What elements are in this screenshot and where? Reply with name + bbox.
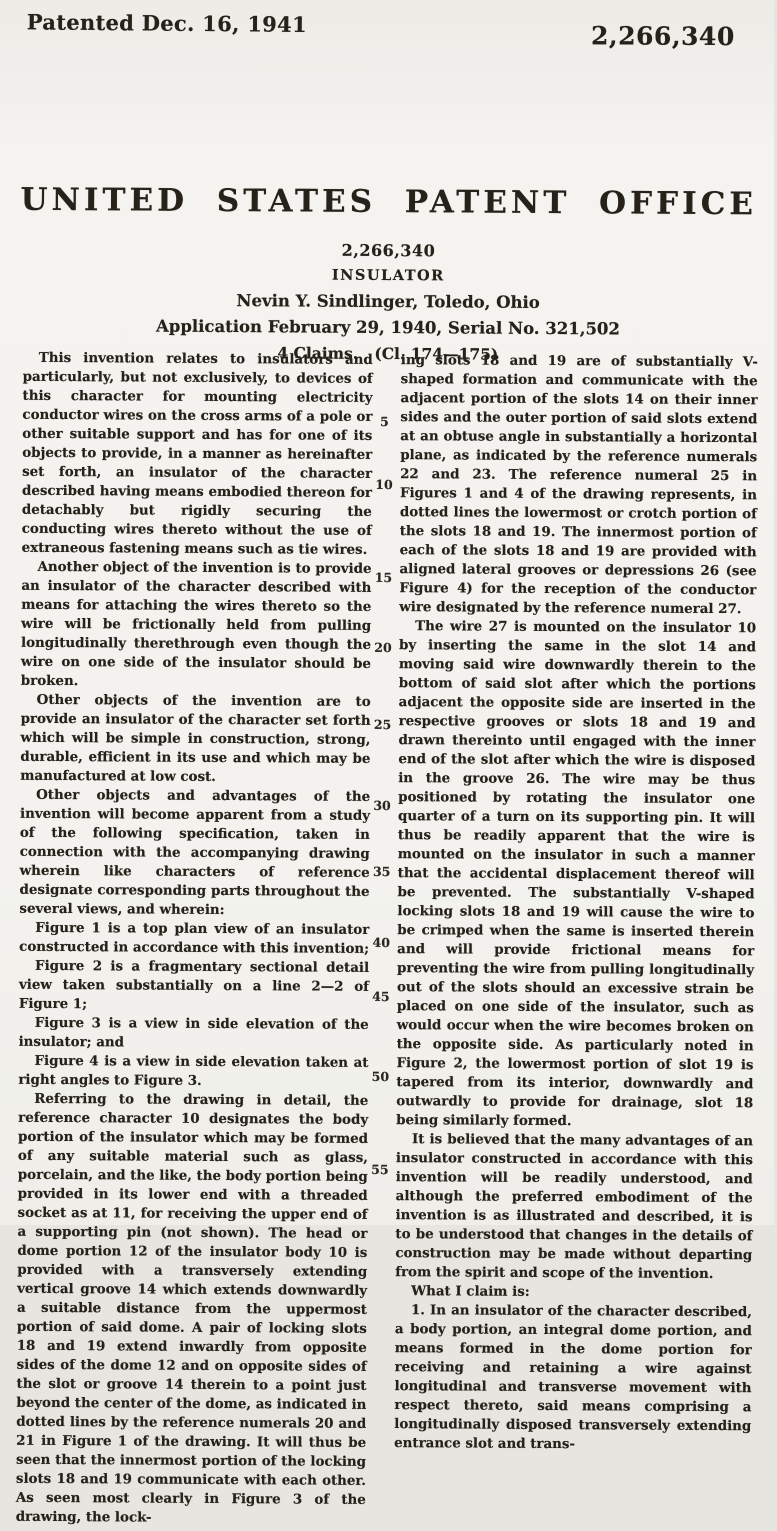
application-line: Application February 29, 1940, Serial No. 321,502 bbox=[155, 316, 620, 339]
line-number: 30 bbox=[373, 797, 391, 814]
paragraph: This invention relates to insulators and particularly, but not exclusively, to devices of this character for mounting electricity conductor wires on the cross arms of a pole or other suitable support and has for one of its objects to provide, in a manner as hereinafter set forth, an insulator of the character described having means embodied thereon for detachably but rigidly securing the conducting wires thereto without the use of extraneous fastening means such as tie wires. bbox=[21, 349, 373, 558]
paragraph: Figure 1 is a top plan view of an insulator constructed in accordance with this invention; bbox=[19, 919, 370, 957]
claims-line: 4 Claims. (Cl. 174—175) bbox=[277, 343, 499, 364]
patent-number-center: 2,266,340 bbox=[341, 240, 436, 261]
inventor-line: Nevin Y. Sindlinger, Toledo, Ohio bbox=[236, 291, 540, 312]
patented-date: Patented Dec. 16, 1941 bbox=[26, 9, 308, 37]
paragraph: Other objects of the invention are to provide an insulator of the character set forth which will be simple in construction, strong, durable, efficient in its use and which may be manufactured at low cost. bbox=[20, 691, 371, 785]
page-top-row bbox=[27, 10, 735, 51]
line-number: 25 bbox=[373, 716, 392, 733]
invention-title: INSULATOR bbox=[331, 266, 445, 285]
right-column bbox=[394, 351, 758, 1455]
paragraph: Referring to the drawing in detail, the reference character 10 designates the body portion of the insulator which may be formed of any suitable material such as glass, porcelain, and the like, the body portion being provided in its lower end with a threaded socket as at 11, for receiving the upper end of a supporting pin (not shown). The head or dome portion 12 of the insulator body 10 is provided with a transversely extending vertical groove 14 which extends downwardly a suitable distance from the uppermost portion of said dome. A pair of locking slots 18 and 19 extend inwardly from opposite sides of the dome 12 and on opposite sides of the slot or groove 14 therein to a point just beyond the center of the dome, as indicated in dotted lines by the reference numerals 20 and 21 in Figure 1 of the drawing. It will thus be seen that the innermost portion of the locking slots 18 and 19 communicate with each other. As seen most clearly in Figure 3 of the drawing, the lock- bbox=[15, 1090, 369, 1526]
line-number: 10 bbox=[375, 476, 393, 493]
paragraph: The wire 27 is mounted on the insulator 10 by inserting the same in the slot 14 and moving said wire downwardly therein to the bottom of said slot after which the portions adjacent the opposite side are inserted in the respective grooves or slots 18 and 19 and drawn thereinto until engaged with the inner end of the slot after which the wire is disposed in the groove 26. The wire may be thus positioned by rotating the insulator one quarter of a turn on its supporting pin. It will thus be readily apparent that the wire is mounted on the insulator in such a manner that the accidental displacement thereof will be prevented. The substantially V-shaped locking slots 18 and 19 will cause the wire to be crimped when the same is inserted therein and will provide frictional means for preventing the wire from pulling longitudinally out of the slots should an excessive strain be placed on one side of the insulator, such as would occur when the wire becomes broken on the opposite side. As particularly noted in Figure 2, the lowermost portion of slot 19 is tapered from its interior, downwardly and outwardly to provide for drainage, slot 18 being similarly formed. bbox=[396, 618, 757, 1130]
line-number: 50 bbox=[371, 1068, 390, 1085]
paragraph: It is believed that the many advantages of an insulator constructed in accordance with this invention will be readily understood, and although the preferred embodiment of the invention is as illustrated and described, it is to be understood that changes in the details of construction may be made without departing from the spirit and scope of the invention. bbox=[395, 1131, 754, 1283]
line-number: 55 bbox=[371, 1161, 389, 1178]
paragraph: 1. In an insulator of the character described, a body portion, an integral dome portion, and means formed in the dome portion for receiving and retaining a wire against longitudinal and transverse movement with respect thereto, said means comprising a longitudinally disposed transversely extending entrance slot and trans- bbox=[394, 1302, 753, 1453]
line-number: 15 bbox=[374, 569, 393, 586]
paragraph: Another object of the invention is to provide an insulator of the character described with means for attaching the wires thereto so the wire will be frictionally held from pulling longitudinally therethrough even though the wire on one side of the insulator should be broken. bbox=[20, 558, 372, 690]
office-title: UNITED STATES PATENT OFFICE bbox=[20, 181, 758, 223]
line-number: 40 bbox=[372, 934, 390, 951]
paragraph: Figure 2 is a fragmentary sectional detail view taken substantially on a line 2—2 of Figure 1; bbox=[18, 957, 370, 1013]
line-number: 20 bbox=[374, 639, 392, 656]
paragraph: Figure 4 is a view in side elevation taken at right angles to Figure 3. bbox=[18, 1052, 369, 1089]
line-number: 45 bbox=[372, 988, 390, 1005]
line-number: 5 bbox=[380, 413, 389, 430]
paragraph: Other objects and advantages of the invention will become apparent from a study of the following specification, taken in connection with the accompanying drawing wherein like characters of reference designate corresponding parts throughout the several views, and wherein: bbox=[19, 786, 371, 919]
line-number: 35 bbox=[372, 863, 391, 880]
masthead bbox=[1, 182, 776, 366]
paragraph: What I claim is: bbox=[411, 1283, 530, 1300]
patent-number-top-right: 2,266,340 bbox=[591, 21, 735, 52]
paragraph: Figure 3 is a view in side elevation of the insulator; and bbox=[18, 1014, 369, 1051]
left-column bbox=[16, 349, 373, 1529]
paragraph: ing slots 18 and 19 are of substantially V-shaped formation and communicate with the adjacent portion of the slots 14 on their inner sides and the outer portion of said slots extend at an obtuse angle in substantially a horizontal plane, as indicated by the reference numerals 22 and 23. The reference numeral 25 in Figures 1 and 4 of the drawing represents, in dotted lines the lowermost or crotch portion of the slots 18 and 19. The innermost portion of each of the slots 18 and 19 are provided with aligned lateral grooves or depressions 26 (see Figure 4) for the reception of the conductor wire designated by the reference numeral 27. bbox=[399, 352, 758, 618]
